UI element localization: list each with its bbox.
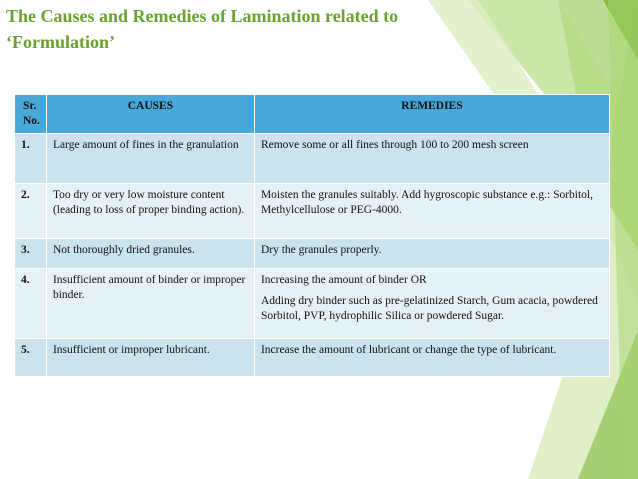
- table-row: [15, 269, 610, 339]
- table-header-row: [15, 95, 610, 134]
- row-number: 2.: [15, 184, 47, 239]
- row-remedy: [254, 339, 609, 377]
- row-remedy: [254, 184, 609, 239]
- row-cause: Large amount of fines in the granulation: [46, 134, 254, 184]
- header-causes: CAUSES: [46, 95, 254, 134]
- row-cause: Insufficient amount of binder or improper binder.: [46, 269, 254, 339]
- table-row: [15, 184, 610, 239]
- causes-remedies-table: [14, 94, 610, 377]
- row-remedy: [254, 269, 609, 339]
- row-number: 5.: [15, 339, 47, 377]
- remedy-text: Moisten the granules suitably. Add hygroscopic substance e.g.: Sorbitol, Methylcellulose or PEG-4000.: [260, 189, 594, 216]
- table-row: [15, 134, 610, 184]
- header-sr-no-text: Sr. No.: [23, 100, 40, 127]
- table-row: [15, 239, 610, 269]
- row-remedy: [254, 239, 609, 269]
- row-number: 1.: [15, 134, 47, 184]
- row-cause: Not thoroughly dried granules.: [46, 239, 254, 269]
- row-number: 4.: [15, 269, 47, 339]
- remedy-text: Adding dry binder such as pre-gelatinized Starch, Gum acacia, powdered Sorbitol, PVP, hydrophilic Silica or powdered Sugar.: [260, 295, 598, 322]
- table-row: [15, 339, 610, 377]
- header-remedies: REMEDIES: [254, 95, 609, 134]
- row-cause: Insufficient or improper lubricant.: [46, 339, 254, 377]
- row-number: 3.: [15, 239, 47, 269]
- row-remedy: [254, 134, 609, 184]
- slide-title: The Causes and Remedies of Lamination related to ‘Formulation’: [6, 6, 399, 52]
- remedy-text: Remove some or all fines through 100 to 200 mesh screen: [260, 139, 529, 151]
- remedy-text: Increase the amount of lubricant or change the type of lubricant.: [260, 344, 557, 356]
- header-sr-no: [15, 95, 47, 134]
- row-cause: Too dry or very low moisture content (leading to loss of proper binding action).: [46, 184, 254, 239]
- remedy-text: Increasing the amount of binder OR: [260, 274, 427, 286]
- remedy-text: Dry the granules properly.: [260, 244, 382, 256]
